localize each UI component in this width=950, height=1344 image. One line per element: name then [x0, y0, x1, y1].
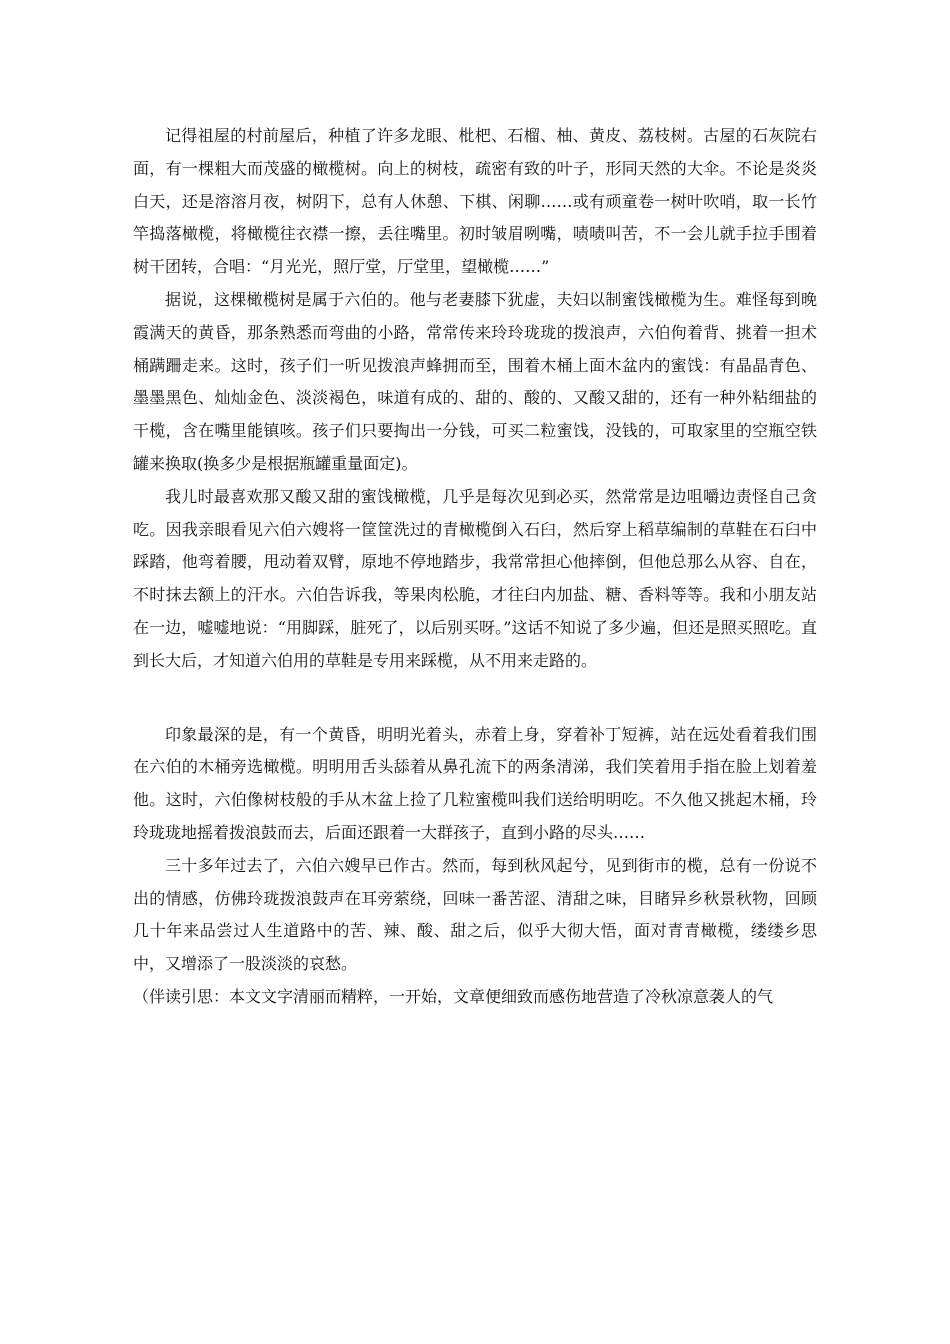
paragraph-3: 我儿时最喜欢那又酸又甜的蜜饯橄榄，几乎是每次见到必买，然常常是边咀嚼边责怪自己贪吃。因我亲眼看见六伯六嫂将一筐筐洗过的青橄榄倒入石臼，然后穿上稻草编制的草鞋在石臼中踩踏，他弯着腰，甩动着双臂，原地不停地踏步，我常常担心他摔倒，但他总那么从容、自在，不时抹去额上的汗水。六伯告诉我，等果肉松脆，才往臼内加盐、糖、香料等等。我和小朋友站在一边，嘘嘘地说：“用脚踩，脏死了，以后别买呀。”这话不知说了多少遍，但还是照买照吃。直到长大后，才知道六伯用的草鞋是专用来踩榄，从不用来走路的。 — [133, 486, 817, 670]
paragraph-1: 记得祖屋的村前屋后，种植了许多龙眼、枇杷、石榴、柚、黄皮、荔枝树。古屋的石灰院右面，有一棵粗大而茂盛的橄榄树。向上的树枝，疏密有致的叶子，形同天然的大伞。不论是炎炎白天，还是溶溶月夜，树阴下，总有人休憩、下棋、闲聊……或有顽童卷一树叶吹哨，取一长竹竿捣落橄榄，将橄榄往衣襟一擦，丢往嘴里。初时皱眉咧嘴，啧啧叫苦，不一会儿就手拉手围着树干团转，合唱：“月光光，照厅堂，厅堂里，望橄榄……” — [133, 126, 817, 277]
paragraph-5: 三十多年过去了，六伯六嫂早已作古。然而，每到秋风起兮，见到街市的榄，总有一份说不出的情感，仿佛玲珑拨浪鼓声在耳旁萦绕，回味一番苦涩、清甜之味，目睹异乡秋景秋物，回顾几十年来品尝过人生道路中的苦、辣、酸、甜之后，似乎大彻大悟，面对青青橄榄，缕缕乡思中，又增添了一股淡淡的哀愁。 — [133, 855, 817, 974]
document-body — [133, 120, 817, 1014]
paragraph-4: 印象最深的是，有一个黄昏，明明光着头，赤着上身，穿着补丁短裤，站在远处看着我们围在六伯的木桶旁选橄榄。明明用舌头舔着从鼻孔流下的两条清涕，我们笑着用手指在脸上划着羞他。这时，六伯像树枝般的手从木盆上捡了几粒蜜榄叫我们送给明明吃。不久他又挑起木桶，玲玲珑珑地摇着拨浪鼓而去，后面还跟着一大群孩子，直到小路的尽头…… — [133, 724, 817, 842]
reading-note: （伴读引思：本文文字清丽而精粹，一开始，文章便细致而感伤地营造了冷秋凉意袭人的气 — [133, 986, 774, 1006]
paragraph-gap — [133, 678, 817, 719]
paragraph-2: 据说，这棵橄榄树是属于六伯的。他与老妻膝下犹虚，夫妇以制蜜饯橄榄为生。难怪每到晚霞满天的黄昏，那条熟悉而弯曲的小路，常常传来玲玲珑珑的拨浪声，六伯佝着背、挑着一担术桶蹒跚走来。这时，孩子们一听见拨浪声蜂拥而至，围着木桶上面木盆内的蜜饯：有晶晶青色、墨墨黑色、灿灿金色、淡淡褐色，味道有成的、甜的、酸的、又酸又甜的，还有一种外粘细盐的干榄，含在嘴里能镇咳。孩子们只要掏出一分钱，可买二粒蜜饯，没钱的，可取家里的空瓶空铁罐来换取(换多少是根据瓶罐重量面定)。 — [133, 289, 817, 473]
